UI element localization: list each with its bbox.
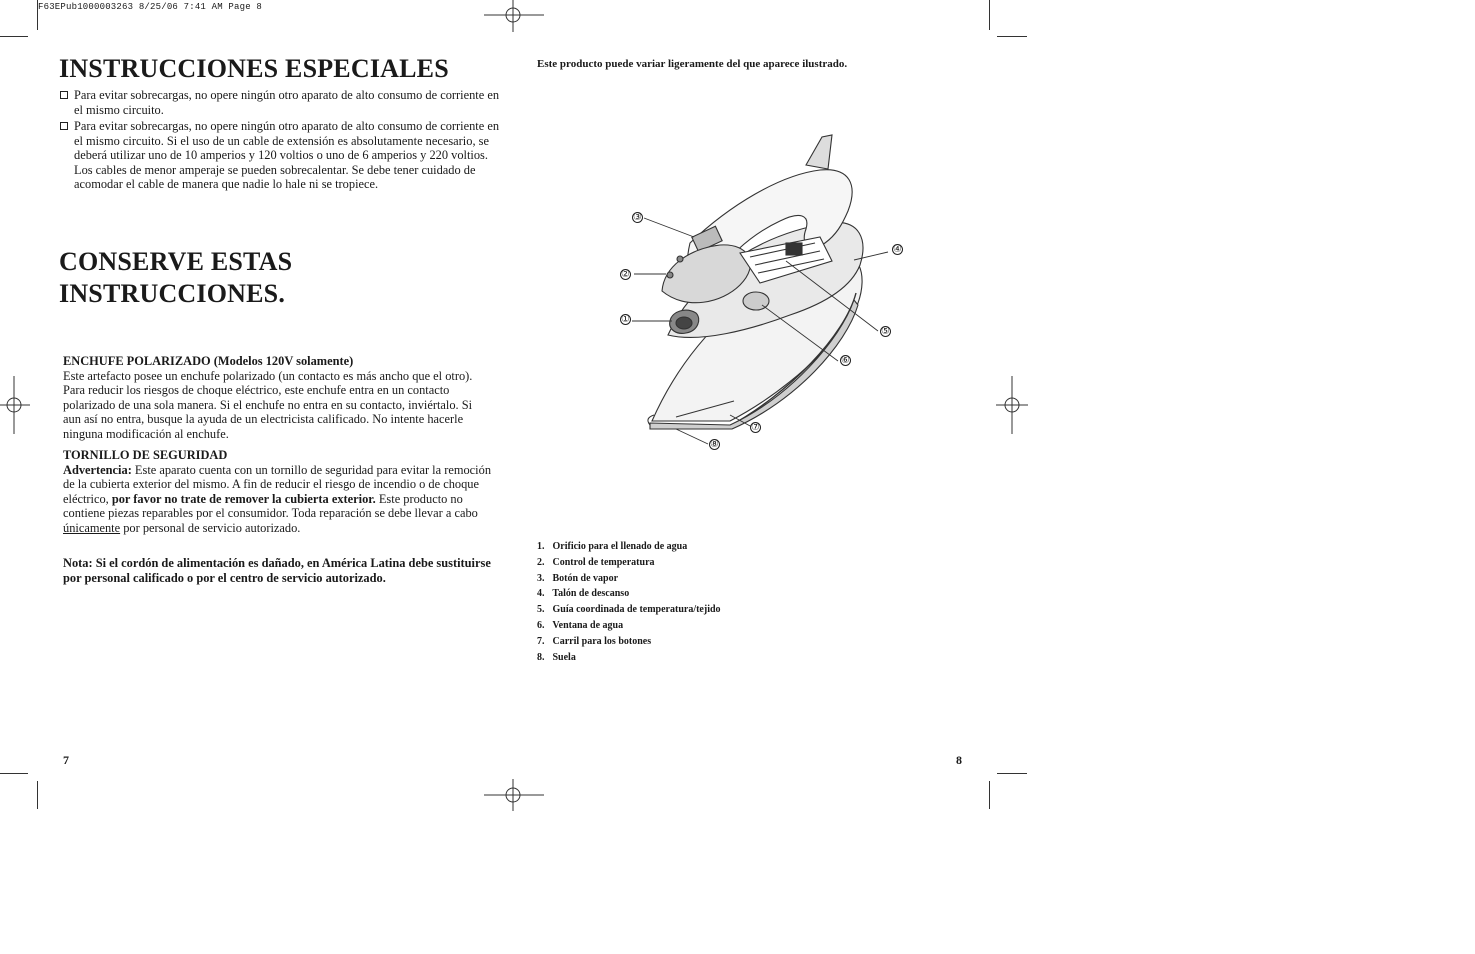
callout-5: ⑤ [881,326,890,337]
callout-3: ③ [633,212,642,223]
text-run: Este aparato cuenta con un tornillo de seguridad para evitar la remoción de la cubierta exterior del mismo. A fin de reducir el riesgo de incendio o de choque eléctrico, [63,462,492,506]
illustration-caption: Este producto puede variar ligeramente del que aparece ilustrado. [537,58,848,70]
crop-mark [37,781,38,809]
callout-7: ⑦ [751,422,760,433]
warning-label: Advertencia: [63,462,132,477]
bullet-text: Para evitar sobrecargas, no opere ningún otro aparato de alto consumo de corriente en el mismo circuito. Si el uso de un cable de extensión es absolutamente necesario, se deberá utilizar uno de 10 amperios y 120 voltios o uno de 6 amperios y 220 voltios. Los cables de menor amperaje se pueden sobrecalentar. Se debe tener cuidado de acomodar el cable de manera que nadie lo hale ni se tropiece. [74,119,500,191]
keep-instructions-title [59,246,292,310]
part-number: 4. [537,588,545,600]
list-item [60,88,500,117]
page-number-right: 8 [956,753,962,767]
crop-mark [0,36,28,37]
part-number: 2. [537,556,545,568]
part-label: Ventana de agua [552,619,624,631]
section-heading: TORNILLO DE SEGURIDAD [63,448,228,462]
note-text: Nota: Si el cordón de alimentación es dañado, en América Latina debe sustituirse por personal calificado o por el centro de servicio autorizado. [63,556,491,585]
part-label: Botón de vapor [552,572,619,584]
part-number: 3. [537,572,545,584]
list-item [537,634,721,650]
part-label: Orificio para el llenado de agua [552,541,688,552]
page-title: INSTRUCCIONES ESPECIALES [59,54,449,83]
callout-2: ② [621,269,630,280]
print-slug: F63EPub1000003263 8/25/06 7:41 AM Page 8 [38,2,263,12]
part-label: Control de temperatura [552,556,655,568]
safety-screw-section [63,448,493,535]
crop-mark [0,773,28,774]
list-item [60,119,500,192]
crop-mark [997,773,1027,774]
bold-text-run: por favor no trate de remover la cubierta exterior. [111,491,376,506]
iron-illustration [610,125,930,465]
bullet-text: Para evitar sobrecargas, no opere ningún otro aparato de alto consumo de corriente en el mismo circuito. [74,88,500,117]
text-run: Este producto no contiene piezas reparables por el consumidor. Toda reparación se debe llevar a cabo [63,491,478,520]
part-number: 1. [537,541,545,552]
underlined-text-run: únicamente [63,520,121,535]
registration-mark [996,376,1028,434]
keep-title-line: CONSERVE ESTAS [59,247,293,276]
callout-1: ① [621,314,630,325]
callout-6: ⑥ [841,355,850,366]
callout-8: ⑧ [710,439,719,450]
crop-mark [997,36,1027,37]
part-number: 5. [537,604,545,616]
page-number-left: 7 [63,753,69,767]
part-number: 8. [537,651,545,663]
checkbox-bullet-icon [60,91,68,99]
text-run: por personal de servicio autorizado. [120,520,301,535]
bullet-list [60,88,500,194]
crop-mark [989,781,990,809]
part-number: 6. [537,619,545,631]
callout-4: ④ [893,244,902,255]
list-item [537,555,721,571]
section-text: Este artefacto posee un enchufe polarizado (un contacto es más ancho que el otro). Para reducir los riesgos de choque eléctrico, este enchufe entra en un contacto polarizado de una sola manera. Si el enchufe no entra en su contacto, inviértalo. Si aun así no entra, busque la ayuda de un electricista calificado. No intente hacerle ninguna modificación al enchufe. [63,368,473,441]
list-item [537,586,721,602]
registration-mark [484,779,544,811]
checkbox-bullet-icon [60,122,68,130]
polarized-plug-section [63,354,493,441]
registration-mark [0,376,30,434]
list-item [537,602,721,618]
list-item [537,650,721,666]
list-item [537,571,721,587]
part-label: Carril para los botones [552,635,652,647]
crop-mark [37,0,38,30]
section-heading: ENCHUFE POLARIZADO (Modelos 120V solamente) [63,354,354,368]
note-paragraph [63,556,493,585]
crop-mark [989,0,990,30]
part-label: Guía coordinada de temperatura/tejido [552,604,721,616]
part-number: 7. [537,635,545,647]
part-label: Suela [552,651,576,663]
list-item [537,618,721,634]
registration-mark [484,0,544,32]
list-item [537,539,721,555]
keep-title-line: INSTRUCCIONES. [59,279,286,308]
parts-list [537,539,721,665]
section-text [63,463,493,536]
part-label: Talón de descanso [552,588,630,600]
